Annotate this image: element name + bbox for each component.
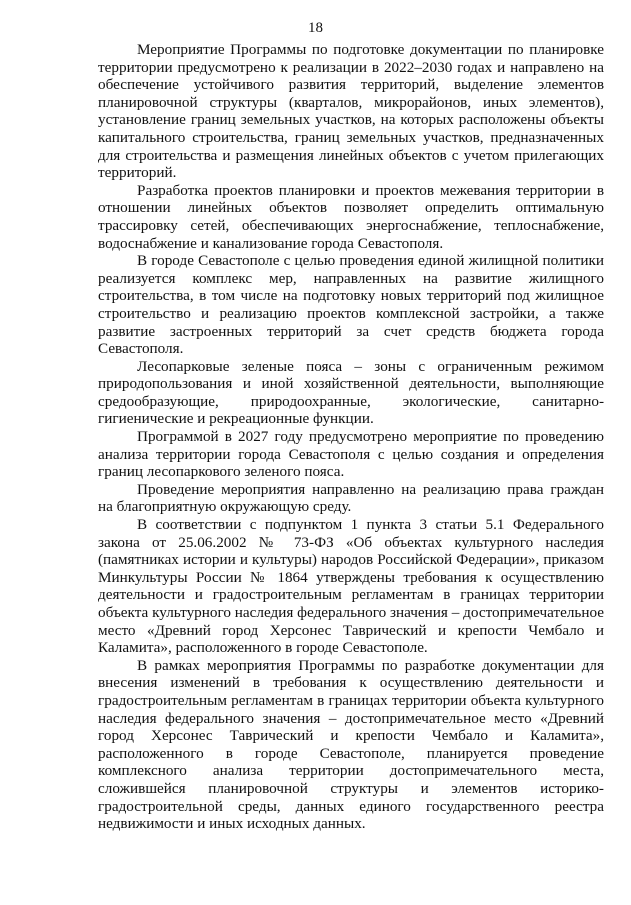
page-number: 18 xyxy=(308,20,323,36)
paragraph-housing-policy: В городе Севастополе с целью проведения единой жилищной политики реализуется комплекс мер, направленных на развитие жилищного строительства, в том числе на подготовку новых территорий под жилищное строительство и реализацию проектов комплексной застройки, а также развитие застроенных территорий за счет средств бюджета города Севастополя. xyxy=(98,252,604,358)
paragraph-2027-analysis: Программой в 2027 году предусмотрено мероприятие по проведению анализа территории города Севастополя с целью создания и определения границ лесопаркового зеленого пояса. xyxy=(98,428,604,481)
paragraph-citizens-rights: Проведение мероприятия направленно на реализацию права граждан на благоприятную окружающую среду. xyxy=(98,480,604,516)
paragraph-federal-law: В соответствии с подпунктом 1 пункта 3 статьи 5.1 Федерального закона от 25.06.2002 № 73-ФЗ «Об объектах культурного наследия (памятниках истории и культуры) народов Российской Федерации», приказом Минкультуры России № 1864 утверждены требования к осуществлению деятельности и градостроительным регламентам в границах территории объекта культурного наследия федерального значения – достопримечательное место «Древний город Херсонес Таврический и крепости Чембало и Каламита», расположенного в городе Севастополе. xyxy=(98,516,604,657)
paragraph-green-belts: Лесопарковые зеленые пояса – зоны с ограниченным режимом природопользования и иной хозяйственной деятельности, выполняющие средообразующие, природоохранные, экологические, санитарно-гигиенические и рекреационные функции. xyxy=(98,357,604,428)
document-body xyxy=(98,41,604,833)
paragraph-planning-documentation: Мероприятие Программы по подготовке документации по планировке территории предусмотрено к реализации в 2022–2030 годах и направлено на обеспечение устойчивого развития территорий, выделение элементов планировочной структуры (кварталов, микрорайонов, иных элементов), установление границ земельных участков, на которых расположены объекты капитального строительства, границ земельных участков, предназначенных для строительства и размещения линейных объектов с учетом прилегающих территорий. xyxy=(98,41,604,182)
paragraph-linear-objects: Разработка проектов планировки и проектов межевания территории в отношении линейных объектов позволяет определить оптимальную трассировку сетей, обеспечивающих энергоснабжение, теплоснабжение, водоснабжение и канализование города Севастополя. xyxy=(98,181,604,252)
paragraph-chersonesos-analysis: В рамках мероприятия Программы по разработке документации для внесения изменений в требования к осуществлению деятельности и градостроительным регламентам в границах территории объекта культурного наследия федерального значения – достопримечательное место «Древний город Херсонес Таврический и крепости Чембало и Каламита», расположенного в городе Севастополе, планируется проведение комплексного анализа территории достопримечательного места, сложившейся планировочной структуры и элементов историко-градостроительной среды, данных единого государственного реестра недвижимости и иных исходных данных. xyxy=(98,656,604,833)
